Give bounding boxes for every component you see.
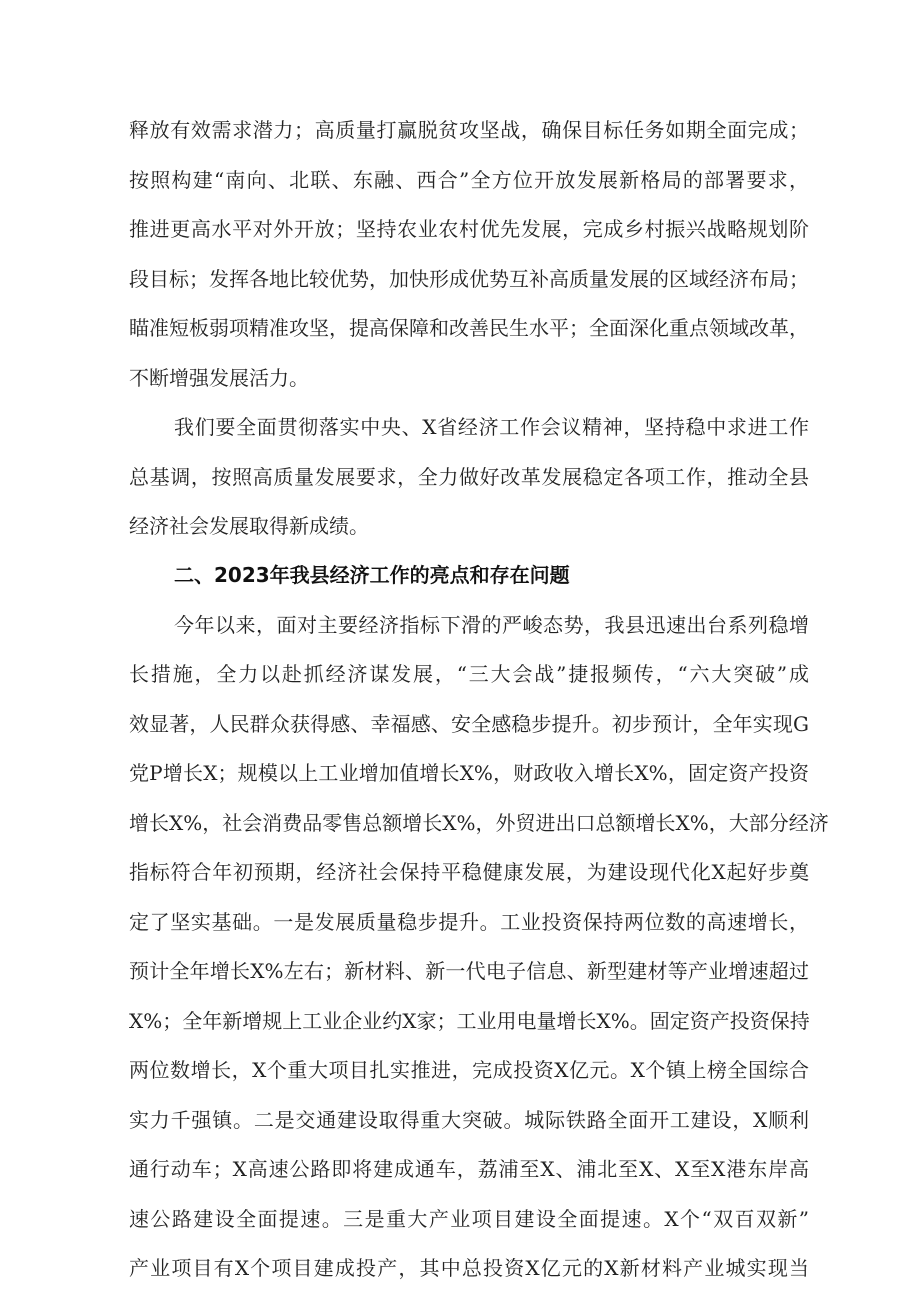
text-line: 总基调，按照高质量发展要求，全力做好改革发展稳定各项工作，推动全县 — [129, 465, 809, 489]
text-line: X%；全年新增规上工业企业约X家；工业用电量增长X%。固定资产投资保持 — [129, 1009, 810, 1033]
text-line: 不断增强发展活力。 — [129, 366, 309, 390]
section-heading: 二、2023年我县经济工作的亮点和存在问题 — [174, 563, 570, 587]
text-line: 瞄准短板弱项精准攻坚，提高保障和改善民生水平；全面深化重点领域改革， — [129, 316, 809, 340]
text-line: 实力千强镇。二是交通建设取得重大突破。城际铁路全面开工建设，X顺利 — [129, 1108, 809, 1132]
text-line: 指标符合年初预期，经济社会保持平稳健康发展，为建设现代化X起好步奠 — [129, 860, 809, 884]
paragraph-first-line: 今年以来，面对主要经济指标下滑的严峻态势，我县迅速出台系列稳增 — [174, 613, 809, 637]
text-line: 党P增长X；规模以上工业增加值增长X%，财政收入增长X%，固定资产投资 — [129, 761, 809, 785]
text-line: 释放有效需求潜力；高质量打赢脱贫攻坚战，确保目标任务如期全面完成； — [129, 118, 809, 142]
text-line: 推进更高水平对外开放；坚持农业农村优先发展，完成乡村振兴战略规划阶 — [129, 217, 809, 241]
text-line: 段目标；发挥各地比较优势，加快形成优势互补高质量发展的区域经济布局； — [129, 267, 809, 291]
text-line: 效显著，人民群众获得感、幸福感、安全感稳步提升。初步预计，全年实现G — [129, 712, 809, 736]
text-line: 定了坚实基础。一是发展质量稳步提升。工业投资保持两位数的高速增长， — [129, 910, 809, 934]
text-line: 增长X%，社会消费品零售总额增长X%，外贸进出口总额增长X%，大部分经济 — [129, 811, 829, 835]
text-line: 通行动车；X高速公路即将建成通车，荔浦至X、浦北至X、X至X港东岸高 — [129, 1157, 809, 1181]
paragraph-first-line: 我们要全面贯彻落实中央、X省经济工作会议精神，坚持稳中求进工作 — [174, 415, 809, 439]
text-line: 长措施，全力以赴抓经济谋发展，“三大会战”捷报频传，“六大突破”成 — [129, 662, 809, 686]
text-line: 按照构建“南向、北联、东融、西合”全方位开放发展新格局的部署要求， — [129, 168, 809, 192]
text-line: 经济社会发展取得新成绩。 — [129, 514, 369, 538]
text-line: 产业项目有X个项目建成投产，其中总投资X亿元的X新材料产业城实现当 — [129, 1256, 809, 1280]
text-line: 两位数增长，X个重大项目扎实推进，完成投资X亿元。X个镇上榜全国综合 — [129, 1058, 809, 1082]
text-line: 预计全年增长X%左右；新材料、新一代电子信息、新型建材等产业增速超过 — [129, 959, 809, 983]
text-line: 速公路建设全面提速。三是重大产业项目建设全面提速。X个“双百双新” — [129, 1207, 809, 1231]
